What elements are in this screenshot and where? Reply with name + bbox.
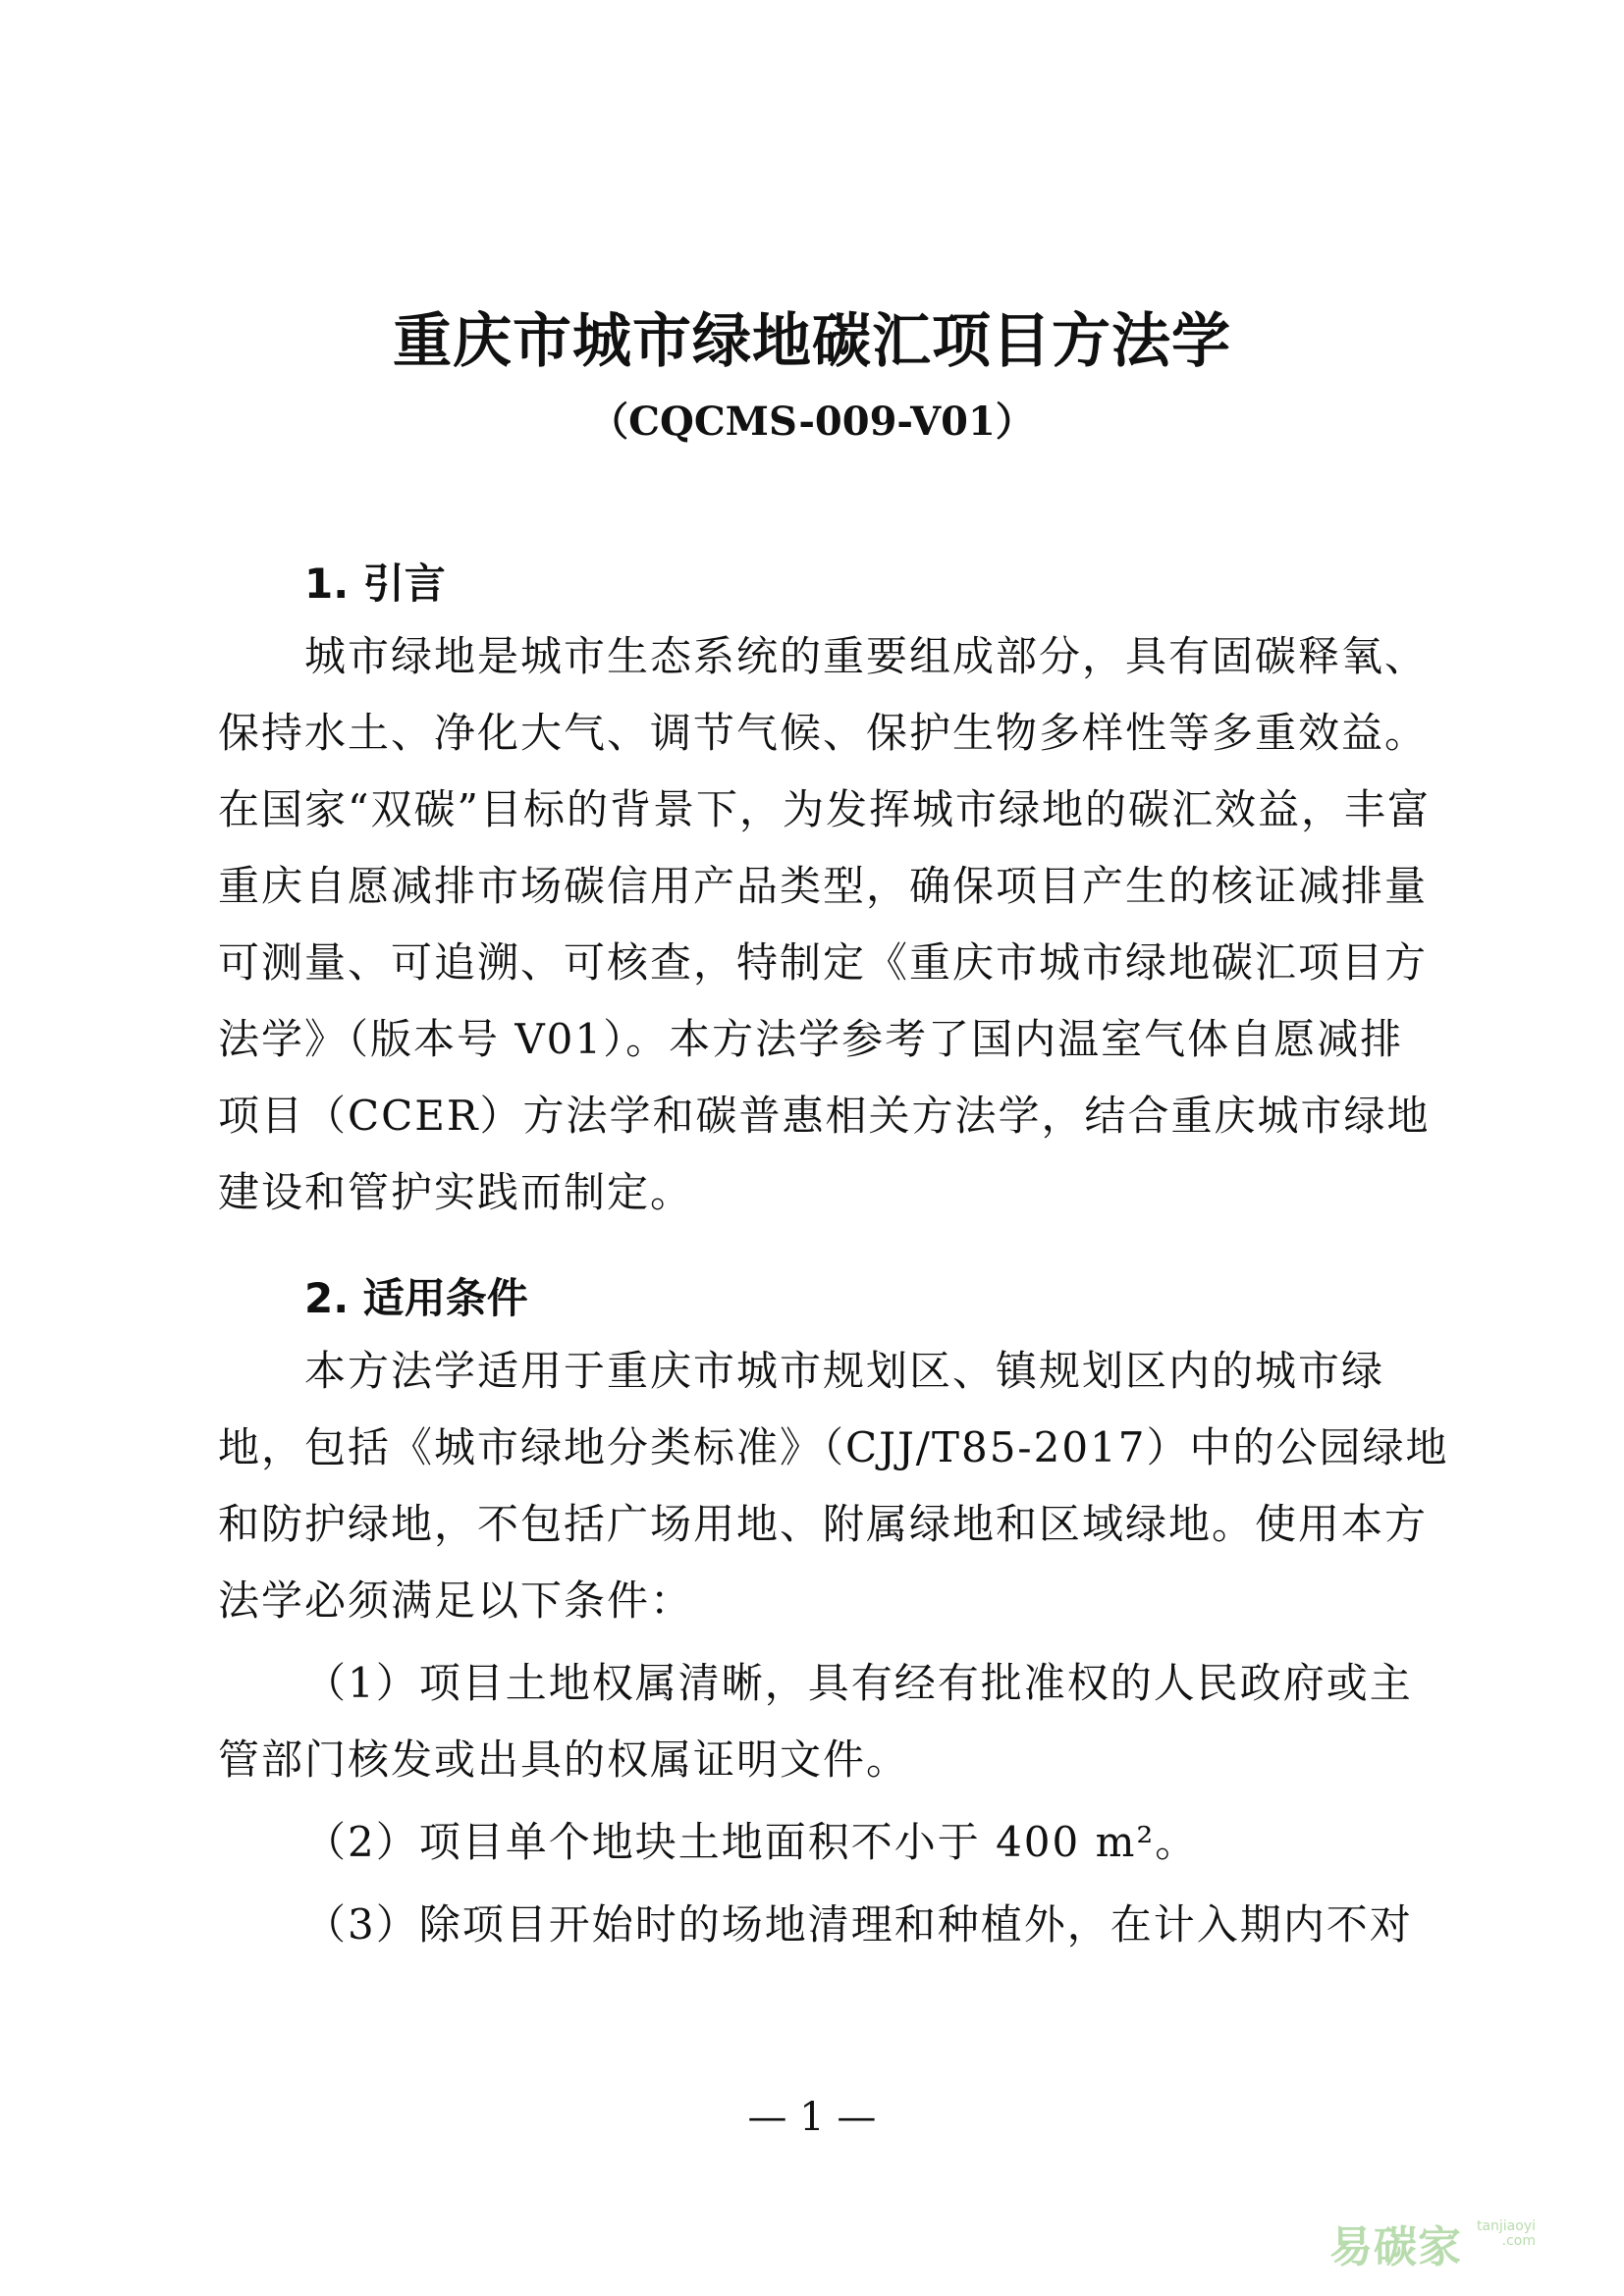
page-number: — 1 — [747,2095,877,2140]
watermark-brand: 易碳家 [1329,2222,1462,2272]
paragraph-line: 城市绿地是城市生态系统的重要组成部分，具有固碳释氧、 [304,632,1429,680]
paragraph-line: 和防护绿地，不包括广场用地、附属绿地和区域绿地。使用本方 [218,1500,1429,1548]
watermark-domain-bottom: .com [1501,2233,1536,2250]
paragraph-line: 法学必须满足以下条件： [218,1576,694,1625]
paragraph-line: 建设和管护实践而制定。 [218,1168,694,1216]
watermark-domain [1477,2219,1536,2250]
paragraph-line: 项目（CCER）方法学和碳普惠相关方法学，结合重庆城市绿地 [218,1092,1431,1140]
document-title: 重庆市城市绿地碳汇项目方法学 [393,307,1231,376]
paragraph-line: 重庆自愿减排市场碳信用产品类型，确保项目产生的核证减排量 [218,862,1429,910]
paragraph-line: 保持水土、净化大气、调节气候、保护生物多样性等多重效益。 [218,709,1429,757]
section-heading-introduction: 1. 引言 [304,560,446,608]
document-code: （CQCMS-009-V01） [589,399,1035,445]
paragraph-line: 本方法学适用于重庆市城市规划区、镇规划区内的城市绿 [304,1347,1385,1395]
watermark-domain-top: tanjiaoyi [1476,2218,1536,2234]
paragraph-line: 可测量、可追溯、可核查，特制定《重庆市城市绿地碳汇项目方 [218,938,1429,987]
list-item-condition-3: （3）除项目开始时的场地清理和种植外，在计入期内不对 [304,1900,1413,1949]
paragraph-line: 在国家“双碳”目标的背景下，为发挥城市绿地的碳汇效益，丰富 [218,785,1431,833]
paragraph-line: 法学》（版本号 V01）。本方法学参考了国内温室气体自愿减排 [218,1015,1404,1063]
list-item-condition-2: （2）项目单个地块土地面积不小于 400 m²。 [304,1818,1199,1866]
paragraph-line: 管部门核发或出具的权属证明文件。 [218,1735,910,1784]
paragraph-line: 地，包括《城市绿地分类标准》（CJJ/T85-2017）中的公园绿地 [218,1423,1449,1471]
section-heading-applicability: 2. 适用条件 [304,1274,528,1322]
list-item-condition-1: （1）项目土地权属清晰，具有经有批准权的人民政府或主 [304,1659,1413,1707]
watermark-logo [1329,2212,1536,2272]
